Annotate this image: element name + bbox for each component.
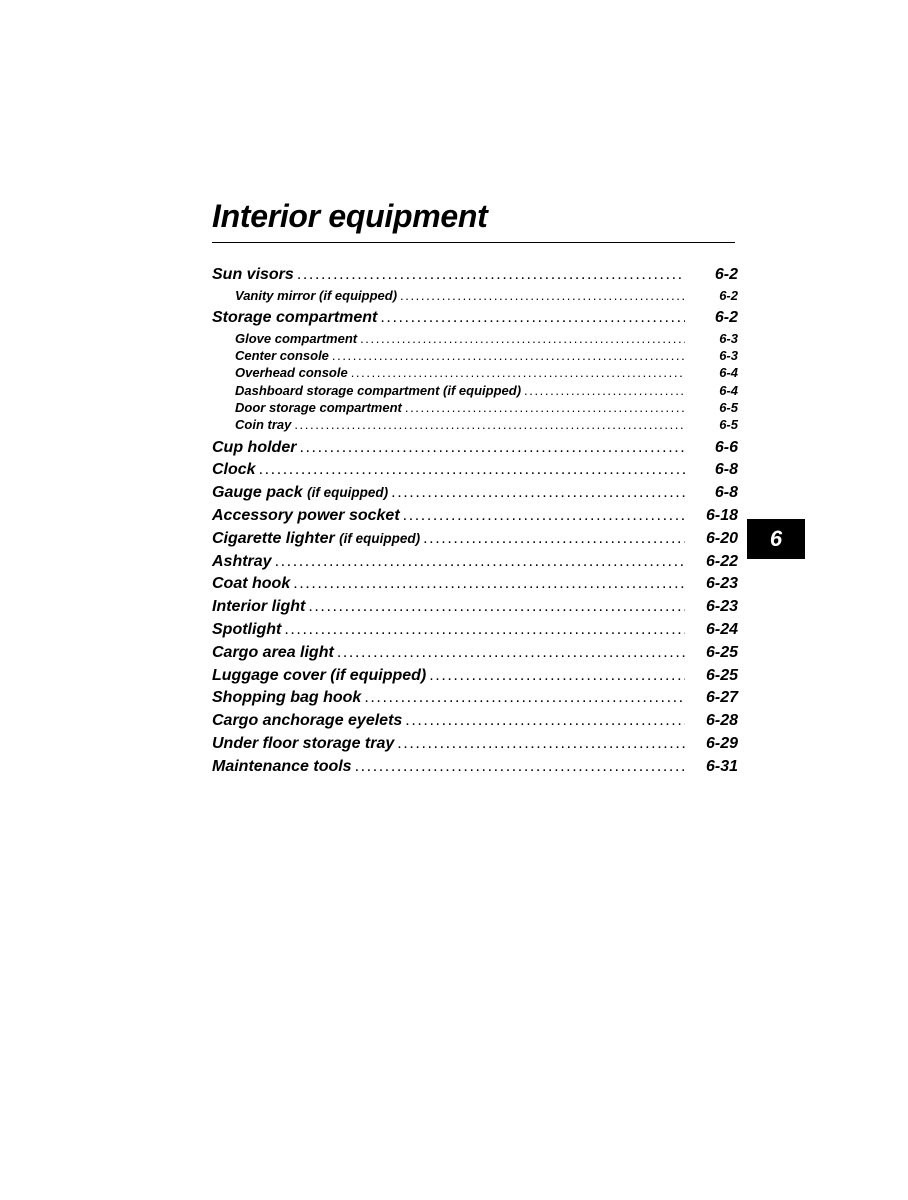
toc-entry[interactable] [212, 264, 738, 287]
toc-entry[interactable] [212, 505, 738, 528]
toc-page-number: 6-20 [705, 529, 738, 547]
toc-entry-title [212, 687, 361, 709]
toc-subentry[interactable] [212, 416, 738, 433]
toc-entry-title-text: Accessory power socket [212, 507, 400, 525]
toc-page-number: 6-23 [705, 575, 738, 593]
dot-leader [293, 573, 685, 595]
toc-entry[interactable] [212, 665, 738, 688]
toc-entry-title-text: Dashboard storage compartment (if equipped) [235, 382, 522, 398]
toc-page-number: 6-5 [719, 417, 738, 433]
toc-page-number: 6-2 [714, 266, 738, 283]
toc-entry-title [212, 642, 334, 664]
toc-subentry[interactable] [212, 287, 738, 304]
toc-entry-title [212, 307, 377, 329]
toc-entry-title [212, 437, 296, 459]
toc-entry-title [212, 528, 420, 550]
toc-entry-title-text: Sun visors [212, 266, 294, 283]
toc-entry-title [212, 482, 388, 504]
dot-leader [524, 382, 685, 399]
page-title: Interior equipment [212, 198, 488, 234]
toc-entry-title-text: Luggage cover (if equipped) [212, 666, 427, 684]
toc-page-number: 6-4 [719, 365, 738, 381]
dot-leader [308, 596, 685, 618]
toc-page-number: 6-27 [705, 689, 738, 707]
toc-entry-title-text: Storage compartment [212, 309, 378, 327]
toc-entry[interactable] [212, 551, 738, 574]
toc-entry[interactable] [212, 596, 738, 619]
toc-page-number: 6-2 [714, 309, 738, 327]
toc-entry[interactable] [212, 733, 738, 756]
toc-entry-title [235, 287, 397, 304]
toc-subentry[interactable] [212, 364, 738, 381]
toc-page-number: 6-31 [705, 757, 738, 775]
toc-subentry[interactable] [212, 382, 738, 399]
toc-page-number: 6-8 [714, 461, 738, 479]
dot-leader [299, 437, 685, 459]
table-of-contents [212, 264, 738, 779]
dot-leader [284, 619, 685, 641]
toc-entry-title [212, 459, 256, 481]
toc-page-number: 6-25 [705, 666, 738, 684]
toc-entry-title [212, 573, 290, 595]
dot-leader [429, 665, 685, 687]
title-divider [212, 242, 735, 243]
toc-entry-title-text: Overhead console [235, 365, 348, 381]
toc-entry-title [212, 264, 294, 286]
toc-entry-title-text: Cup holder [212, 438, 297, 456]
chapter-tab[interactable]: 6 [747, 519, 805, 559]
toc-entry-title-text: Cigarette lighter [212, 529, 335, 547]
dot-leader [380, 307, 685, 329]
toc-page-number: 6-23 [705, 598, 738, 616]
toc-entry-title-text: Interior light [212, 598, 306, 616]
toc-subentry[interactable] [212, 347, 738, 364]
toc-entry[interactable] [212, 573, 738, 596]
toc-entry[interactable] [212, 437, 738, 460]
dot-leader [332, 347, 685, 364]
toc-entry[interactable] [212, 710, 738, 733]
toc-entry[interactable] [212, 756, 738, 779]
toc-entry-title-text: Door storage compartment [235, 400, 402, 416]
dot-leader [405, 399, 685, 416]
dot-leader [294, 416, 685, 433]
toc-entry-title [212, 665, 426, 687]
toc-page-number: 6-22 [705, 552, 738, 570]
toc-entry-title [212, 619, 281, 641]
toc-entry-note: (if equipped) [339, 530, 421, 546]
dot-leader [351, 364, 685, 381]
toc-subentry[interactable] [212, 399, 738, 416]
toc-entry-title-text: Spotlight [212, 621, 282, 639]
toc-entry-title-text: Coat hook [212, 575, 291, 593]
toc-entry[interactable] [212, 482, 738, 505]
dot-leader [400, 287, 685, 304]
toc-entry-title-text: Gauge pack [212, 484, 303, 502]
toc-entry-title-text: Shopping bag hook [212, 689, 362, 707]
toc-entry-title-text: Under floor storage tray [212, 735, 395, 753]
toc-entry-title [235, 416, 291, 433]
toc-entry[interactable] [212, 642, 738, 665]
toc-entry-note: (if equipped) [307, 485, 389, 501]
toc-entry-title-text: Cargo area light [212, 643, 334, 661]
toc-entry-title-text: Cargo anchorage eyelets [212, 712, 403, 730]
toc-entry-title-text: Center console [235, 348, 329, 364]
toc-page-number: 6-24 [705, 621, 738, 639]
dot-leader [355, 756, 685, 778]
toc-entry-title [212, 505, 400, 527]
toc-page-number: 6-2 [719, 287, 738, 303]
toc-page-number: 6-25 [705, 643, 738, 661]
toc-page-number: 6-4 [719, 382, 738, 398]
toc-entry-title-text: Clock [212, 461, 256, 479]
dot-leader [364, 687, 685, 709]
toc-entry-title [235, 382, 521, 399]
toc-entry-title [235, 347, 329, 364]
dot-leader [423, 528, 685, 550]
toc-entry[interactable] [212, 307, 738, 330]
toc-entry-title [235, 330, 357, 347]
toc-entry-title-text: Coin tray [235, 417, 292, 433]
dot-leader [397, 733, 685, 755]
toc-entry-title-text: Maintenance tools [212, 757, 352, 775]
dot-leader [297, 264, 685, 286]
toc-entry-title [235, 399, 402, 416]
toc-entry[interactable] [212, 459, 738, 482]
toc-entry-title [212, 756, 352, 778]
toc-page-number: 6-5 [719, 400, 738, 416]
toc-page-number: 6-3 [719, 348, 738, 364]
toc-entry-title [212, 710, 402, 732]
toc-page-number: 6-3 [719, 330, 738, 346]
toc-entry[interactable] [212, 528, 738, 551]
toc-entry-title [212, 596, 305, 618]
toc-entry-title [235, 364, 348, 381]
dot-leader [391, 482, 685, 504]
dot-leader [275, 551, 685, 573]
toc-page-number: 6-8 [714, 484, 738, 502]
toc-entry[interactable] [212, 619, 738, 642]
toc-entry-title-text: Ashtray [212, 552, 272, 570]
toc-entry-title-text: Vanity mirror (if equipped) [235, 287, 398, 303]
toc-entry-title-text: Glove compartment [235, 330, 358, 346]
dot-leader [337, 642, 685, 664]
toc-page-number: 6-29 [705, 735, 738, 753]
toc-page-number: 6-18 [705, 507, 738, 525]
dot-leader [259, 459, 685, 481]
toc-subentry[interactable] [212, 330, 738, 347]
toc-page-number: 6-6 [714, 438, 738, 456]
toc-entry-title [212, 551, 272, 573]
toc-entry[interactable] [212, 687, 738, 710]
toc-page-number: 6-28 [705, 712, 738, 730]
dot-leader [403, 505, 685, 527]
dot-leader [360, 330, 685, 347]
toc-entry-title [212, 733, 394, 755]
dot-leader [405, 710, 685, 732]
